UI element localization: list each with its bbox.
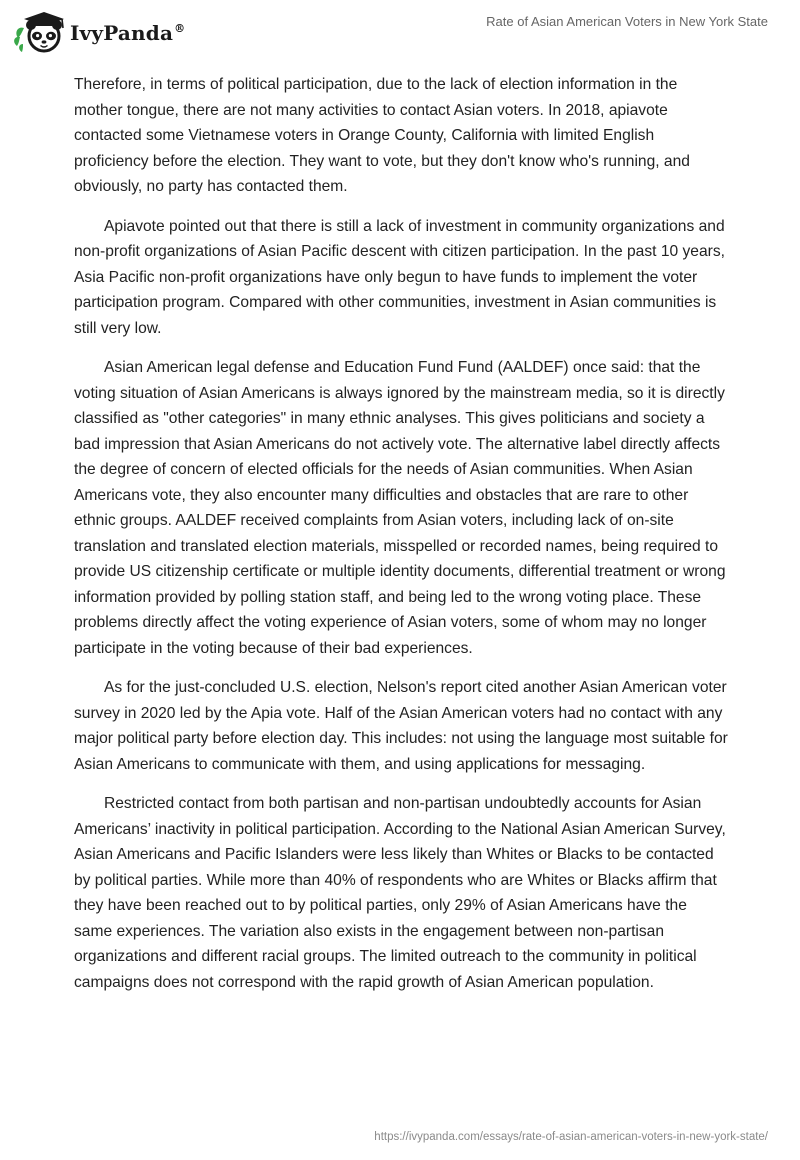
paragraph: Asian American legal defense and Education Fund Fund (AALDEF) once said: that the voting situation of Asian Americans is always ignored by the mainstream media, so it is directly classified as "other categories" in many ethnic analyses. This gives politicians and society a bad impression that Asian Americans do not actively vote. The alternative label directly affects the degree of concern of elected officials for the needs of Asian communities. When Asian Americans vote, they also encounter many difficulties and obstacles that are rare to other ethnic groups. AALDEF received complaints from Asian voters, including lack of on-site translation and translated election materials, misspelled or recorded names, being required to provide US citizenship certificate or multiple identity documents, differential treatment or wrong information provided by polling station staff, and being led to the wrong voting place. These problems directly affect the voting experience of Asian voters, some of whom may no longer participate in the voting because of their bad experiences.: [74, 359, 726, 657]
page-header: [0, 0, 800, 60]
paragraph: Apiavote pointed out that there is still a lack of investment in community organizations and non-profit organizations of Asian Pacific descent with citizen participation. In the past 10 years, Asia Pacific non-profit organizations have only begun to have funds to implement the voter participation program. Compared with other communities, investment in Asian communities is still very low.: [74, 217, 725, 337]
panda-graduate-icon: [12, 8, 66, 56]
paragraph: Therefore, in terms of political participation, due to the lack of election information in the mother tongue, there are not many activities to contact Asian voters. In 2018, apiavote contacted some Vietnamese voters in Orange County, California with limited English proficiency before the election. They want to vote, but they don't know who's running, and obviously, no party has contacted them.: [74, 76, 690, 195]
registered-mark: ®: [174, 22, 186, 35]
essay-body: [74, 72, 729, 1009]
ivypanda-logo[interactable]: [12, 8, 185, 56]
brand-name-text: IvyPanda: [70, 21, 174, 45]
brand-name: [70, 21, 185, 45]
paragraph: As for the just-concluded U.S. election, Nelson's report cited another Asian American voter survey in 2020 led by the Apia vote. Half of the Asian American voters had no contact with any major political party before election day. This includes: not using the language most suitable for Asian Americans to communicate with them, and using applications for messaging.: [74, 679, 728, 773]
running-title: Rate of Asian American Voters in New York State: [486, 14, 768, 29]
source-url[interactable]: https://ivypanda.com/essays/rate-of-asian-american-voters-in-new-york-state/: [374, 1131, 768, 1143]
paragraph: Restricted contact from both partisan and non-partisan undoubtedly accounts for Asian Americans’ inactivity in political participation. According to the National Asian American Survey, Asian Americans and Pacific Islanders were less likely than Whites or Blacks to be contacted by political parties. While more than 40% of respondents who are Whites or Blacks affirm that they have been reached out to by political parties, only 29% of Asian Americans have the same experiences. The variation also exists in the engagement between non-partisan organizations and different racial groups. The limited outreach to the community in political campaigns does not correspond with the rapid growth of Asian American population.: [74, 795, 726, 991]
